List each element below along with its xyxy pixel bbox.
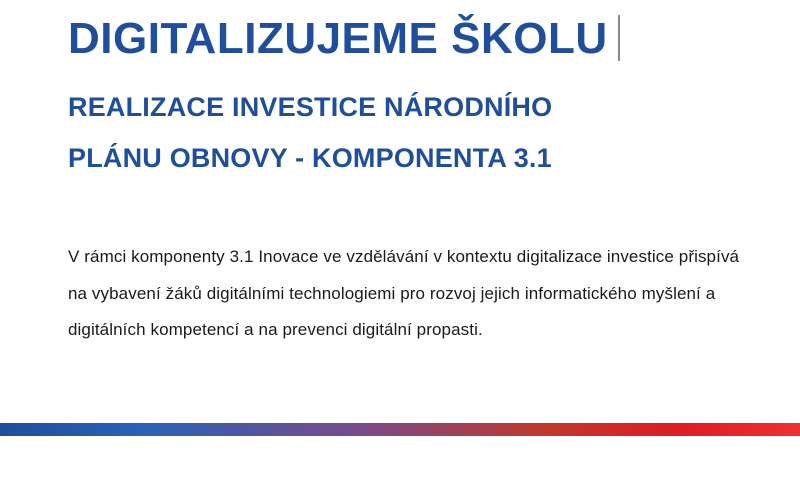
body-paragraph: V rámci komponenty 3.1 Inovace ve vzdělávání v kontextu digitalizace investice přispívá na vybavení žáků digitálními technologiemi pro rozvoj jejich informatického myšlení a digitálních kompetencí a na prevenci digitální propasti. xyxy=(68,247,740,340)
page-title: DIGITALIZUJEME ŠKOLU xyxy=(68,14,608,63)
subtitle-line-2: PLÁNU OBNOVY - KOMPONENTA 3.1 xyxy=(68,143,552,174)
gradient-divider-bar xyxy=(0,423,800,436)
text-cursor-caret xyxy=(618,15,620,61)
subtitle-line-1: REALIZACE INVESTICE NÁRODNÍHO xyxy=(68,91,553,122)
title-block xyxy=(68,14,768,180)
